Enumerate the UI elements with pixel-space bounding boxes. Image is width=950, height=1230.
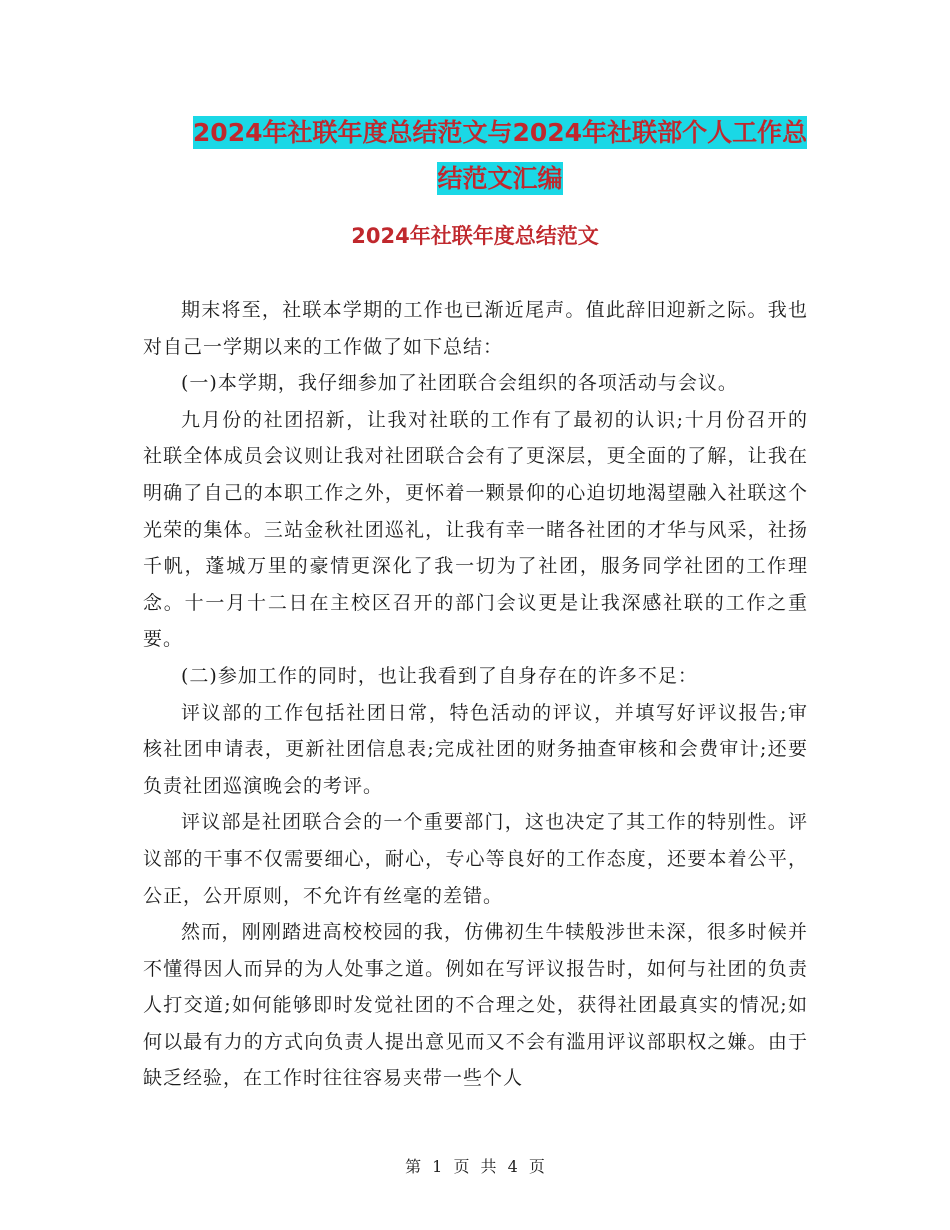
- document-title-line-1: 2024年社联年度总结范文与2024年社联部个人工作总: [192, 118, 808, 147]
- paragraph: 期末将至，社联本学期的工作也已渐近尾声。值此辞旧迎新之际。我也对自己一学期以来的工作做了如下总结：: [143, 299, 808, 358]
- document-title-line-2: 结范文汇编: [437, 164, 563, 193]
- paragraph: 评议部是社团联合会的一个重要部门，这也决定了其工作的特别性。评议部的干事不仅需要细心，耐心，专心等良好的工作态度，还要本着公平，公正，公开原则，不允许有丝毫的差错。: [143, 811, 808, 907]
- paragraph: 九月份的社团招新，让我对社联的工作有了最初的认识;十月份召开的社联全体成员会议则让我对社团联合会有了更深层，更全面的了解，让我在明确了自己的本职工作之外，更怀着一颗景仰的心迫切地渴望融入社联这个光荣的集体。三站金秋社团巡礼，让我有幸一睹各社团的才华与风采，社扬千帆，蓬城万里的豪情更深化了我一切为了社团，服务同学社团的工作理念。十一月十二日在主校区召开的部门会议更是让我深感社联的工作之重要。: [143, 408, 808, 651]
- paragraph: (一)本学期，我仔细参加了社团联合会组织的各项活动与会议。: [181, 372, 738, 395]
- paragraph: 然而，刚刚踏进高校校园的我，仿佛初生牛犊般涉世未深，很多时候并不懂得因人而异的为人处事之道。例如在写评议报告时，如何与社团的负责人打交道;如何能够即时发觉社团的不合理之处，获得社团最真实的情况;如何以最有力的方式向负责人提出意见而又不会有滥用评议部职权之嫌。由于缺乏经验，在工作时往往容易夹带一些个人: [143, 921, 808, 1090]
- paragraph: (二)参加工作的同时，也让我看到了自身存在的许多不足：: [181, 664, 698, 687]
- document-body: [143, 292, 808, 1097]
- section-title: 2024年社联年度总结范文: [351, 224, 599, 248]
- paragraph: 评议部的工作包括社团日常，特色活动的评议，并填写好评议报告;审核社团申请表，更新社团信息表;完成社团的财务抽查审核和会费审计;还要负责社团巡演晚会的考评。: [143, 701, 808, 797]
- document-title: [140, 110, 860, 202]
- page-number-footer: 第 1 页 共 4 页: [405, 1157, 545, 1176]
